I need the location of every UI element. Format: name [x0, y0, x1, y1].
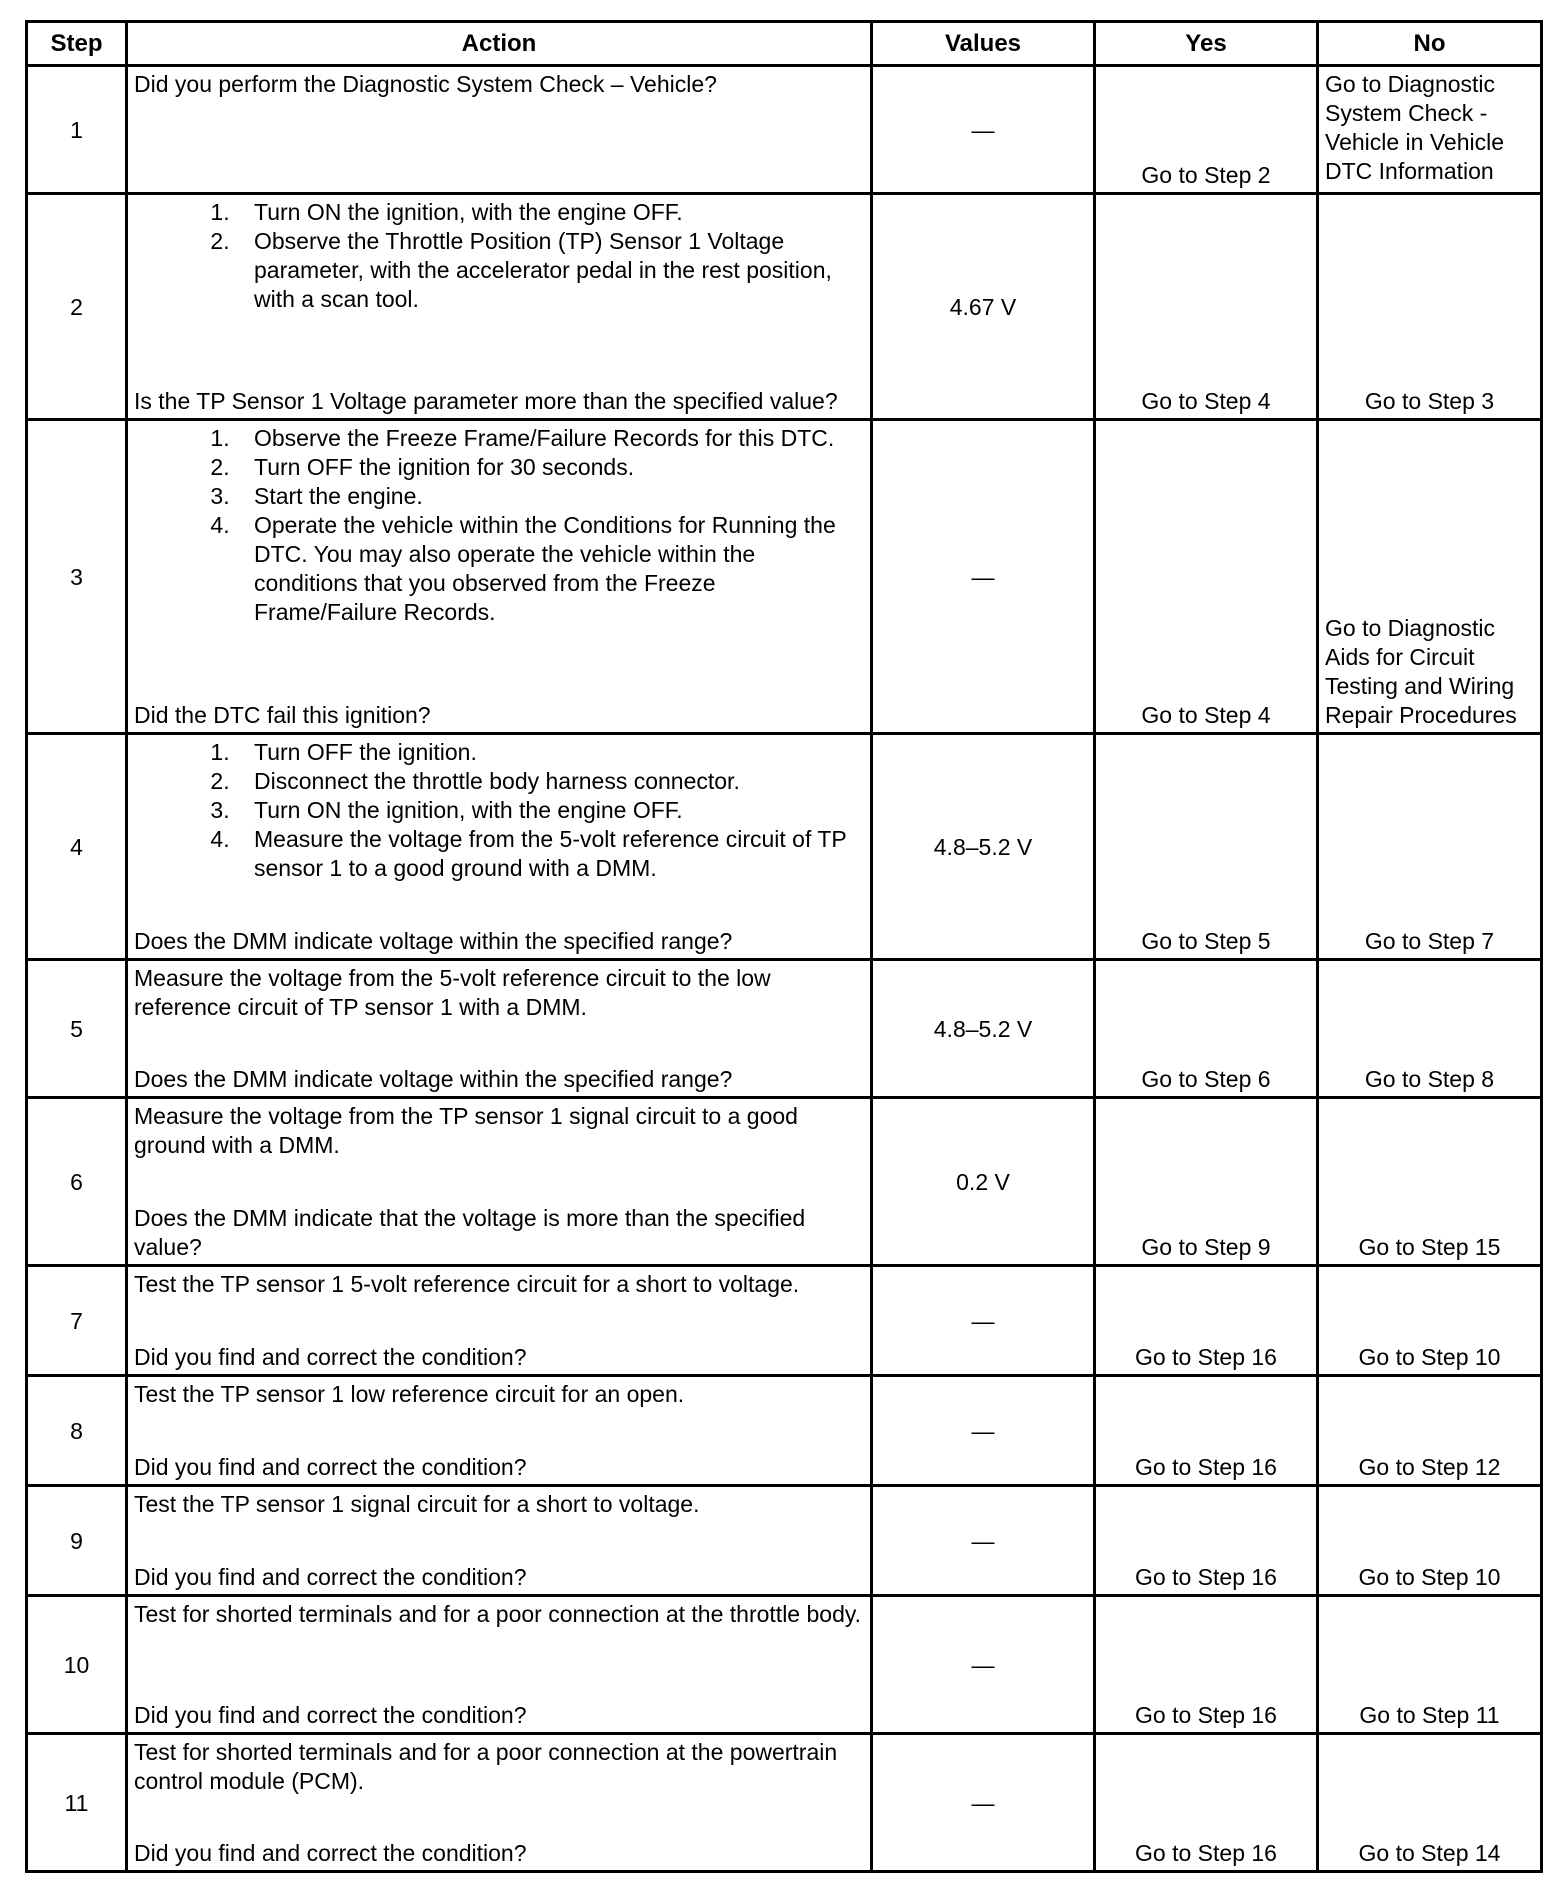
value-cell: — [872, 1376, 1095, 1486]
step-number: 10 [27, 1596, 127, 1734]
action-question: Did you find and correct the condition? [134, 1702, 527, 1728]
value-cell: — [872, 1266, 1095, 1376]
yes-cell: Go to Step 16 [1095, 1734, 1318, 1872]
action-question: Does the DMM indicate voltage within the specified range? [134, 1066, 733, 1092]
action-question: Is the TP Sensor 1 Voltage parameter more than the specified value? [134, 388, 838, 414]
no-cell: Go to Step 12 [1318, 1376, 1542, 1486]
action-text: Did you perform the Diagnostic System Check – Vehicle? [134, 71, 717, 97]
action-text: Test the TP sensor 1 low reference circuit for an open. [134, 1381, 685, 1407]
action-cell [127, 194, 872, 420]
step-number: 3 [27, 420, 127, 734]
table-row [27, 1266, 1542, 1376]
step-number: 9 [27, 1486, 127, 1596]
step-number: 5 [27, 960, 127, 1098]
yes-cell: Go to Step 6 [1095, 960, 1318, 1098]
yes-cell: Go to Step 4 [1095, 194, 1318, 420]
table-row [27, 1596, 1542, 1734]
no-cell: Go to Diagnostic Aids for Circuit Testing and Wiring Repair Procedures [1318, 420, 1542, 734]
action-step: 1. Turn ON the ignition, with the engine OFF. [236, 198, 864, 227]
value-cell: — [872, 1486, 1095, 1596]
action-cell [127, 1734, 872, 1872]
action-steps [134, 738, 864, 883]
value-cell: — [872, 1734, 1095, 1872]
no-cell: Go to Step 11 [1318, 1596, 1542, 1734]
action-step: 3. Start the engine. [236, 482, 864, 511]
action-steps [134, 198, 864, 314]
action-step: 2. Observe the Throttle Position (TP) Sensor 1 Voltage parameter, with the accelerator pedal in the rest position, with a scan tool. [236, 227, 864, 314]
table-row [27, 1376, 1542, 1486]
no-cell: Go to Diagnostic System Check - Vehicle in Vehicle DTC Information [1318, 66, 1542, 194]
yes-cell: Go to Step 16 [1095, 1266, 1318, 1376]
action-cell [127, 66, 872, 194]
step-number: 6 [27, 1098, 127, 1266]
action-question: Did you find and correct the condition? [134, 1840, 527, 1866]
action-step: 3. Turn ON the ignition, with the engine OFF. [236, 796, 864, 825]
diagnostic-table [25, 20, 1543, 1873]
action-cell [127, 1098, 872, 1266]
action-text: Measure the voltage from the 5-volt reference circuit to the low reference circuit of TP sensor 1 with a DMM. [134, 965, 771, 1020]
no-cell: Go to Step 15 [1318, 1098, 1542, 1266]
action-step: 1. Observe the Freeze Frame/Failure Records for this DTC. [236, 424, 864, 453]
action-step: 2. Disconnect the throttle body harness connector. [236, 767, 864, 796]
action-step: 1. Turn OFF the ignition. [236, 738, 864, 767]
yes-cell: Go to Step 4 [1095, 420, 1318, 734]
value-cell: 4.67 V [872, 194, 1095, 420]
table-row [27, 1486, 1542, 1596]
value-cell: — [872, 1596, 1095, 1734]
action-question: Did you find and correct the condition? [134, 1564, 527, 1590]
no-cell: Go to Step 8 [1318, 960, 1542, 1098]
yes-cell: Go to Step 16 [1095, 1376, 1318, 1486]
step-number: 4 [27, 734, 127, 960]
header-values: Values [872, 22, 1095, 66]
action-cell [127, 1596, 872, 1734]
header-step: Step [27, 22, 127, 66]
yes-cell: Go to Step 2 [1095, 66, 1318, 194]
action-steps [134, 424, 864, 627]
yes-cell: Go to Step 16 [1095, 1596, 1318, 1734]
action-cell [127, 960, 872, 1098]
table-row [27, 420, 1542, 734]
action-text: Test the TP sensor 1 signal circuit for a short to voltage. [134, 1491, 700, 1517]
action-question: Did the DTC fail this ignition? [134, 702, 431, 728]
action-step: 2. Turn OFF the ignition for 30 seconds. [236, 453, 864, 482]
action-text: Measure the voltage from the TP sensor 1 signal circuit to a good ground with a DMM. [134, 1103, 798, 1158]
value-cell: 4.8–5.2 V [872, 960, 1095, 1098]
value-cell: — [872, 420, 1095, 734]
action-text: Test for shorted terminals and for a poor connection at the throttle body. [134, 1601, 862, 1627]
action-question: Did you find and correct the condition? [134, 1344, 527, 1370]
table-row [27, 960, 1542, 1098]
action-step: 4. Operate the vehicle within the Conditions for Running the DTC. You may also operate the vehicle within the conditions that you observed from the Freeze Frame/Failure Records. [236, 511, 864, 627]
no-cell: Go to Step 7 [1318, 734, 1542, 960]
action-question: Does the DMM indicate that the voltage is more than the specified value? [134, 1205, 806, 1260]
header-action: Action [127, 22, 872, 66]
no-cell: Go to Step 3 [1318, 194, 1542, 420]
value-cell: 4.8–5.2 V [872, 734, 1095, 960]
action-question: Does the DMM indicate voltage within the specified range? [134, 928, 733, 954]
action-text: Test the TP sensor 1 5-volt reference circuit for a short to voltage. [134, 1271, 800, 1297]
action-cell [127, 1266, 872, 1376]
action-cell [127, 1376, 872, 1486]
table-row [27, 66, 1542, 194]
table-row [27, 734, 1542, 960]
value-cell: 0.2 V [872, 1098, 1095, 1266]
value-cell: — [872, 66, 1095, 194]
table-row [27, 194, 1542, 420]
no-cell: Go to Step 14 [1318, 1734, 1542, 1872]
step-number: 1 [27, 66, 127, 194]
action-cell [127, 1486, 872, 1596]
action-step: 4. Measure the voltage from the 5-volt reference circuit of TP sensor 1 to a good ground with a DMM. [236, 825, 864, 883]
action-cell [127, 734, 872, 960]
header-row [27, 22, 1542, 66]
table-row [27, 1734, 1542, 1872]
header-yes: Yes [1095, 22, 1318, 66]
yes-cell: Go to Step 16 [1095, 1486, 1318, 1596]
step-number: 11 [27, 1734, 127, 1872]
step-number: 7 [27, 1266, 127, 1376]
table-row [27, 1098, 1542, 1266]
yes-cell: Go to Step 9 [1095, 1098, 1318, 1266]
no-cell: Go to Step 10 [1318, 1486, 1542, 1596]
action-text: Test for shorted terminals and for a poor connection at the powertrain control module (PCM). [134, 1739, 838, 1794]
action-cell [127, 420, 872, 734]
step-number: 8 [27, 1376, 127, 1486]
action-question: Did you find and correct the condition? [134, 1454, 527, 1480]
yes-cell: Go to Step 5 [1095, 734, 1318, 960]
header-no: No [1318, 22, 1542, 66]
no-cell: Go to Step 10 [1318, 1266, 1542, 1376]
step-number: 2 [27, 194, 127, 420]
